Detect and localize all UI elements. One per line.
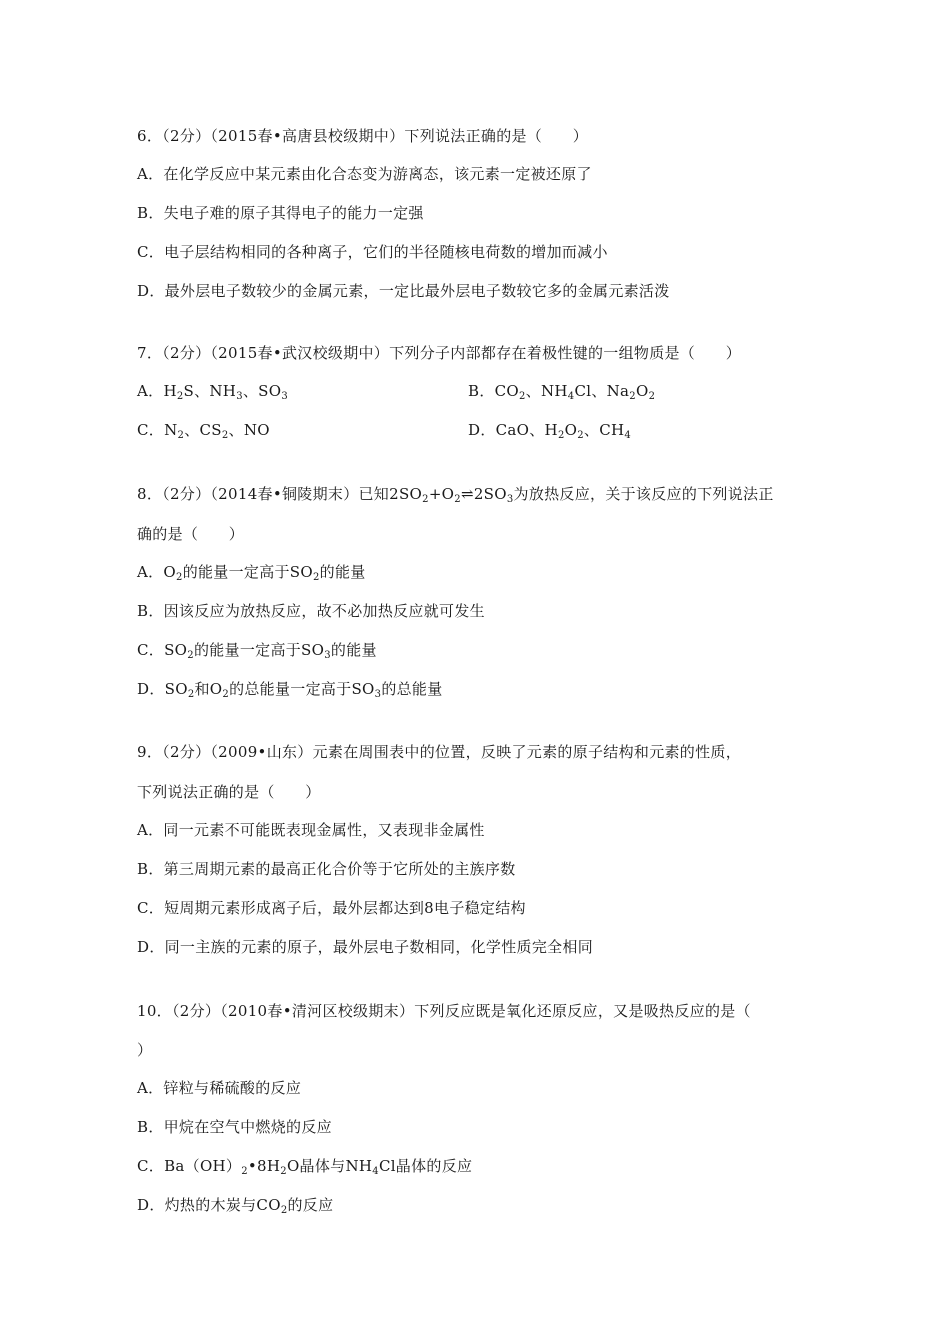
question-6-stem: 6．（2分）（2015春•高唐县校级期中）下列说法正确的是（ ）	[137, 127, 589, 145]
question-8-option-c: C．$SO_2$的能量一定高于$SO_3$的能量	[137, 641, 377, 661]
question-10-option-c: C．$Ba(OH)_2•8H_2O$晶体与$NH_4Cl$晶体的反应	[137, 1157, 473, 1177]
question-6-option-c: C．电子层结构相同的各种离子，它们的半径随核电荷数的增加而减小	[137, 243, 608, 261]
question-9-option-b: B．第三周期元素的最高正化合价等于它所处的主族序数	[137, 860, 516, 878]
question-7-option-b: B．$CO_2$、$NH_4Cl$、$Na_2O_2$	[468, 382, 656, 402]
question-10-stem-continued: ）	[137, 1041, 153, 1059]
question-9-option-c: C．短周期元素形成离子后，最外层都达到8电子稳定结构	[137, 899, 526, 917]
question-10-option-d: D．灼热的木炭与$CO_2$的反应	[137, 1196, 334, 1216]
question-9-stem-continued: 下列说法正确的是（ ）	[137, 783, 321, 801]
question-7-option-d: D．CaO、$H_2O_2$、$CH_4$	[468, 421, 632, 441]
question-7-option-a: A．$H_2S$、$NH_3$、$SO_3$	[137, 382, 289, 402]
question-9-option-d: D．同一主族的元素的原子，最外层电子数相同，化学性质完全相同	[137, 938, 594, 956]
question-9-stem: 9．（2分）（2009•山东）元素在周围表中的位置，反映了元素的原子结构和元素的性质，	[137, 743, 742, 761]
question-7-option-c: C．$N_2$、$CS_2$、NO	[137, 421, 270, 441]
question-6-option-b: B．失电子难的原子其得电子的能力一定强	[137, 204, 424, 222]
question-8-stem-continued: 确的是（ ）	[137, 525, 245, 543]
question-8-option-d: D．$SO_2$和$O_2$的总能量一定高于$SO_3$的总能量	[137, 680, 443, 700]
question-10-stem: 10．（2分）（2010春•清河区校级期末）下列反应既是氧化还原反应，又是吸热反应的是（	[137, 1002, 751, 1020]
question-6-option-a: A．在化学反应中某元素由化合态变为游离态，该元素一定被还原了	[137, 165, 592, 183]
question-9-option-a: A．同一元素不可能既表现金属性，又表现非金属性	[137, 821, 485, 839]
question-8-option-a: A．$O_2$的能量一定高于$SO_2$的能量	[137, 563, 366, 583]
question-10-option-a: A．锌粒与稀硫酸的反应	[137, 1079, 302, 1097]
question-8-stem: 8．（2分）（2014春•铜陵期末）已知$2SO_2+O_2\rightleftharpoons 2SO_3$为放热反应，关于该反应的下列说法正	[137, 485, 774, 505]
question-8-option-b: B．因该反应为放热反应，故不必加热反应就可发生	[137, 602, 485, 620]
question-6-option-d: D．最外层电子数较少的金属元素，一定比最外层电子数较它多的金属元素活泼	[137, 282, 670, 300]
question-10-option-b: B．甲烷在空气中燃烧的反应	[137, 1118, 332, 1136]
question-7-stem: 7．（2分）（2015春•武汉校级期中）下列分子内部都存在着极性键的一组物质是（ ）	[137, 344, 742, 362]
